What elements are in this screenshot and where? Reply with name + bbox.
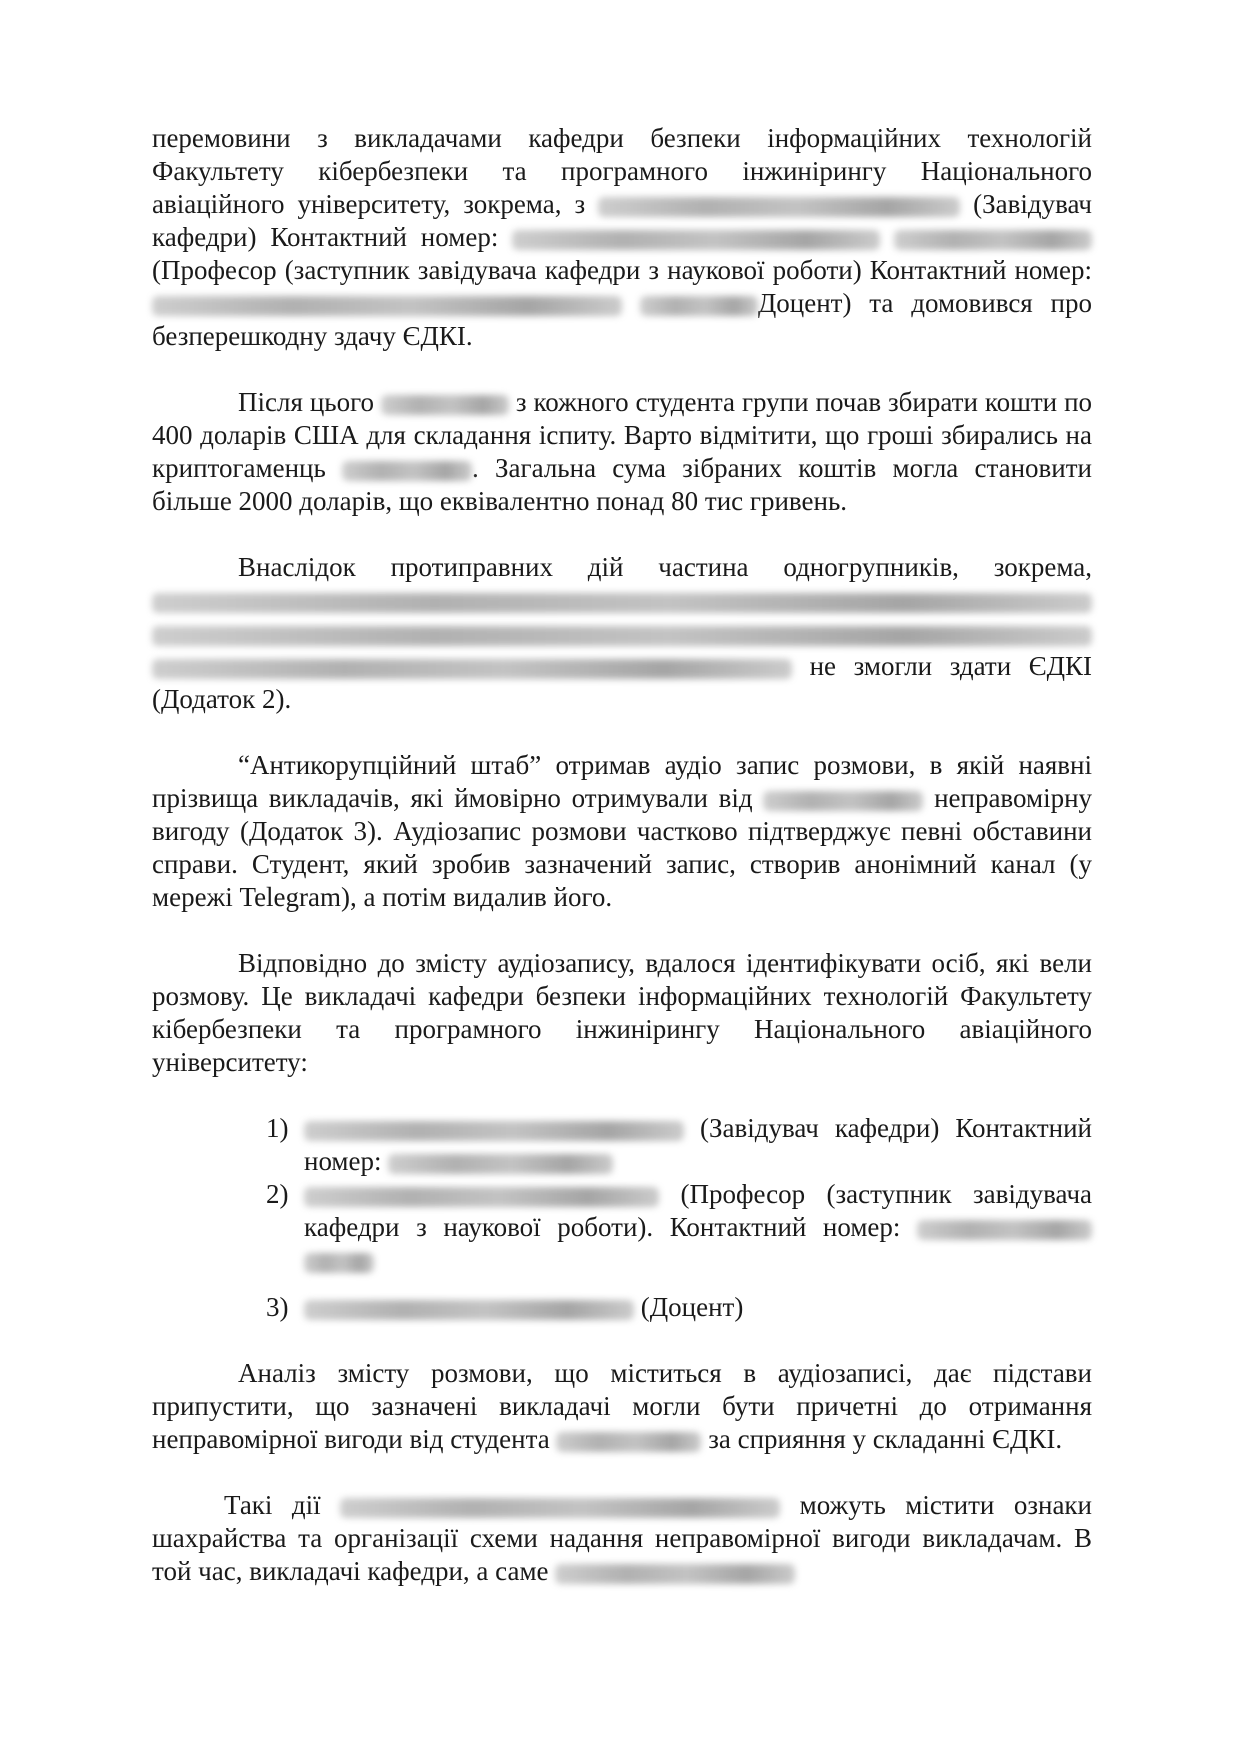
list-number: 3)	[266, 1292, 289, 1322]
text: “Антикорупційний штаб” отримав аудіо запис розмови, в якій наявні прізвища викладачів, які ймовірно отримували від	[152, 750, 1092, 813]
redacted-name	[381, 395, 509, 415]
list-number: 1)	[266, 1113, 289, 1143]
redacted-name	[555, 1564, 795, 1584]
text: перемовини з викладачами кафедри безпеки інформаційних технологій Факультету кібербезпеки та програмного інжинірингу Національного авіаційного університету, зокрема, з	[152, 123, 1092, 219]
paragraph-negotiations	[152, 122, 1092, 353]
redacted-name	[556, 1432, 701, 1452]
text: Доцент) та домовився про безперешкодну здачу ЄДКІ.	[152, 288, 1093, 351]
list-item	[266, 1291, 1092, 1324]
redacted-phone	[512, 230, 880, 250]
redacted-name	[894, 230, 1092, 250]
list-item	[266, 1112, 1092, 1178]
text: (Професор (заступник завідувача кафедри з наукової роботи). Контактний номер:	[304, 1179, 1093, 1242]
teachers-list	[152, 1112, 1092, 1324]
redacted-name	[598, 197, 960, 217]
redacted-phone	[917, 1220, 1092, 1240]
redacted-name	[304, 1300, 634, 1320]
text: (Завідувач кафедри) Контактний номер:	[304, 1113, 1092, 1176]
text: (Доцент)	[640, 1292, 744, 1322]
paragraph-identification	[152, 947, 1092, 1079]
paragraph-analysis	[152, 1357, 1092, 1456]
paragraph-consequences	[152, 551, 1092, 716]
redacted-phone	[304, 1253, 374, 1273]
text: не змогли здати ЄДКІ (Додаток 2).	[152, 651, 1092, 714]
redacted-wallet	[342, 461, 472, 481]
text: Внаслідок протиправних дій частина одногрупників, зокрема,	[238, 552, 1092, 582]
spacer	[266, 1277, 1092, 1291]
text: Відповідно до змісту аудіозапису, вдалося ідентифікувати осіб, які вели розмову. Це викладачі кафедри безпеки інформаційних технологій Факультету кібербезпеки та програмного інжинірингу Національного авіаційного університету:	[152, 948, 1092, 1077]
redacted-names	[152, 659, 792, 679]
text: (Завідувач кафедри) Контактний номер:	[152, 189, 1092, 252]
paragraph-audio-recording	[152, 749, 1092, 914]
redacted-name	[763, 791, 923, 811]
redacted-phone-and-name	[152, 296, 622, 316]
paragraph-money-collection	[152, 386, 1092, 518]
text: (Професор (заступник завідувача кафедри з наукової роботи) Контактний номер:	[152, 255, 1092, 285]
text: можуть містити ознаки шахрайства та організації схеми надання неправомірної вигоди викладачам. В той час, викладачі кафедри, а саме	[152, 1490, 1093, 1586]
redacted-name	[304, 1121, 684, 1141]
redacted-phone	[388, 1154, 613, 1174]
list-item	[266, 1178, 1092, 1277]
text: з кожного студента групи почав збирати кошти по 400 доларів США для складання іспиту. Варто відмітити, що гроші збирались на криптогаменць	[152, 387, 1093, 483]
text: за сприяння у складанні ЄДКІ.	[708, 1424, 1063, 1454]
redacted-name	[340, 1498, 780, 1518]
redacted-name	[640, 296, 758, 316]
text: Аналіз змісту розмови, що міститься в аудіозаписі, дає підстави припустити, що зазначені викладачі могли бути причетні до отримання неправомірної вигоди від студента	[152, 1358, 1092, 1454]
text: Після цього	[238, 387, 374, 417]
redacted-name	[304, 1187, 659, 1207]
list-number: 2)	[266, 1179, 289, 1209]
redacted-names	[152, 626, 1092, 646]
text: Такі дії	[224, 1490, 321, 1520]
text: неправомірну вигоду (Додаток 3). Аудіозапис розмови частково підтверджує певні обставини справи. Студент, який зробив зазначений запис, створив анонімний канал (у мережі Telegram), а потім видалив його.	[152, 783, 1093, 912]
paragraph-fraud	[152, 1489, 1092, 1588]
redacted-names	[152, 593, 1092, 613]
text: . Загальна сума зібраних коштів могла становити більше 2000 доларів, що еквівалентно понад 80 тис гривень.	[152, 453, 1092, 516]
